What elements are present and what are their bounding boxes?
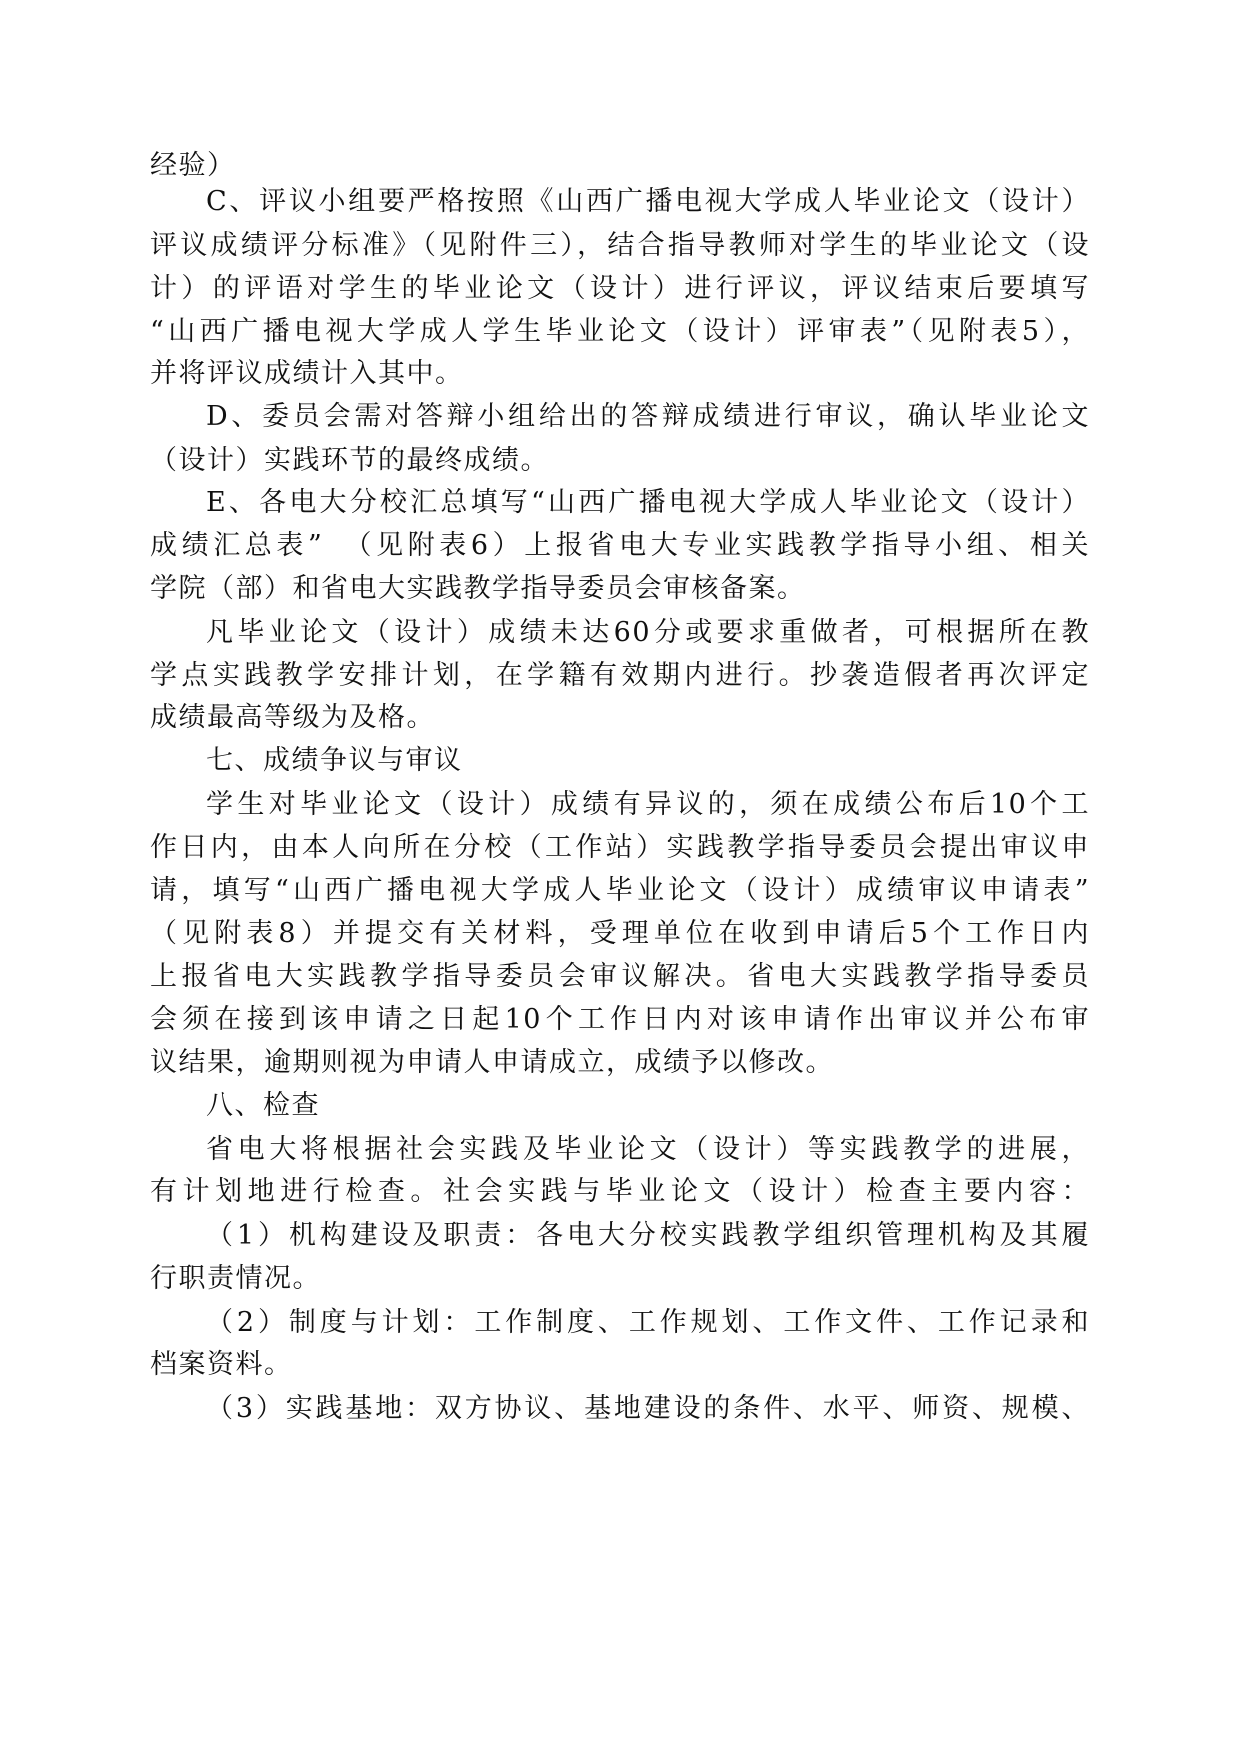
list-item-line: 档案资料。 (150, 1349, 293, 1380)
paragraph-c-line: 计）的评语对学生的毕业论文（设计）进行评议，评议结束后要填写 (150, 273, 1090, 304)
list-item-line: （1）机构建设及职责：各电大分校实践教学组织管理机构及其履 (206, 1220, 1090, 1251)
list-item-line: （3）实践基地：双方协议、基地建设的条件、水平、师资、规模、 (206, 1393, 1090, 1424)
paragraph-line: 学生对毕业论文（设计）成绩有异议的，须在成绩公布后10个工 (206, 789, 1090, 820)
section-heading: 八、检查 (206, 1090, 320, 1121)
paragraph-line: 成绩最高等级为及格。 (150, 702, 435, 733)
paragraph-line: 请，填写“山西广播电视大学成人毕业论文（设计）成绩审议申请表” (150, 875, 1090, 906)
paragraph-d-line: D、委员会需对答辩小组给出的答辩成绩进行审议，确认毕业论文 (206, 401, 1090, 432)
list-item-line: （2）制度与计划：工作制度、工作规划、工作文件、工作记录和 (206, 1307, 1090, 1338)
paragraph-line: 会须在接到该申请之日起10个工作日内对该申请作出审议并公布审 (150, 1004, 1090, 1035)
paragraph-d-line: （设计）实践环节的最终成绩。 (150, 445, 549, 476)
paragraph-line: （见附表8）并提交有关材料，受理单位在收到申请后5个工作日内 (150, 918, 1090, 949)
paragraph-c-line: C、评议小组要严格按照《山西广播电视大学成人毕业论文（设计） (206, 186, 1090, 217)
paragraph-line: 省电大将根据社会实践及毕业论文（设计）等实践教学的进展， (206, 1134, 1090, 1165)
paragraph-e-line: E、各电大分校汇总填写“山西广播电视大学成人毕业论文（设计） (206, 487, 1090, 518)
text-line: 经验） (150, 150, 236, 181)
paragraph-line: 学点实践教学安排计划，在学籍有效期内进行。抄袭造假者再次评定 (150, 660, 1090, 691)
paragraph-line: 议结果，逾期则视为申请人申请成立，成绩予以修改。 (150, 1047, 834, 1078)
paragraph-line: 上报省电大实践教学指导委员会审议解决。省电大实践教学指导委员 (150, 961, 1090, 992)
paragraph-c-line: “山西广播电视大学成人学生毕业论文（设计）评审表”（见附表5）， (150, 316, 1090, 347)
paragraph-c-line: 评议成绩评分标准》（见附件三），结合指导教师对学生的毕业论文（设 (150, 230, 1090, 261)
paragraph-line: 有计划地进行检查。社会实践与毕业论文（设计）检查主要内容： (150, 1176, 1090, 1207)
list-item-line: 行职责情况。 (150, 1263, 321, 1294)
paragraph-line: 作日内，由本人向所在分校（工作站）实践教学指导委员会提出审议申 (150, 832, 1090, 863)
paragraph-line: 凡毕业论文（设计）成绩未达60分或要求重做者，可根据所在教 (206, 617, 1090, 648)
paragraph-c-line: 并将评议成绩计入其中。 (150, 358, 464, 389)
paragraph-e-line: 学院（部）和省电大实践教学指导委员会审核备案。 (150, 573, 806, 604)
section-heading: 七、成绩争议与审议 (206, 745, 463, 776)
paragraph-e-line: 成绩汇总表” （见附表6）上报省电大专业实践教学指导小组、相关 (150, 530, 1090, 561)
